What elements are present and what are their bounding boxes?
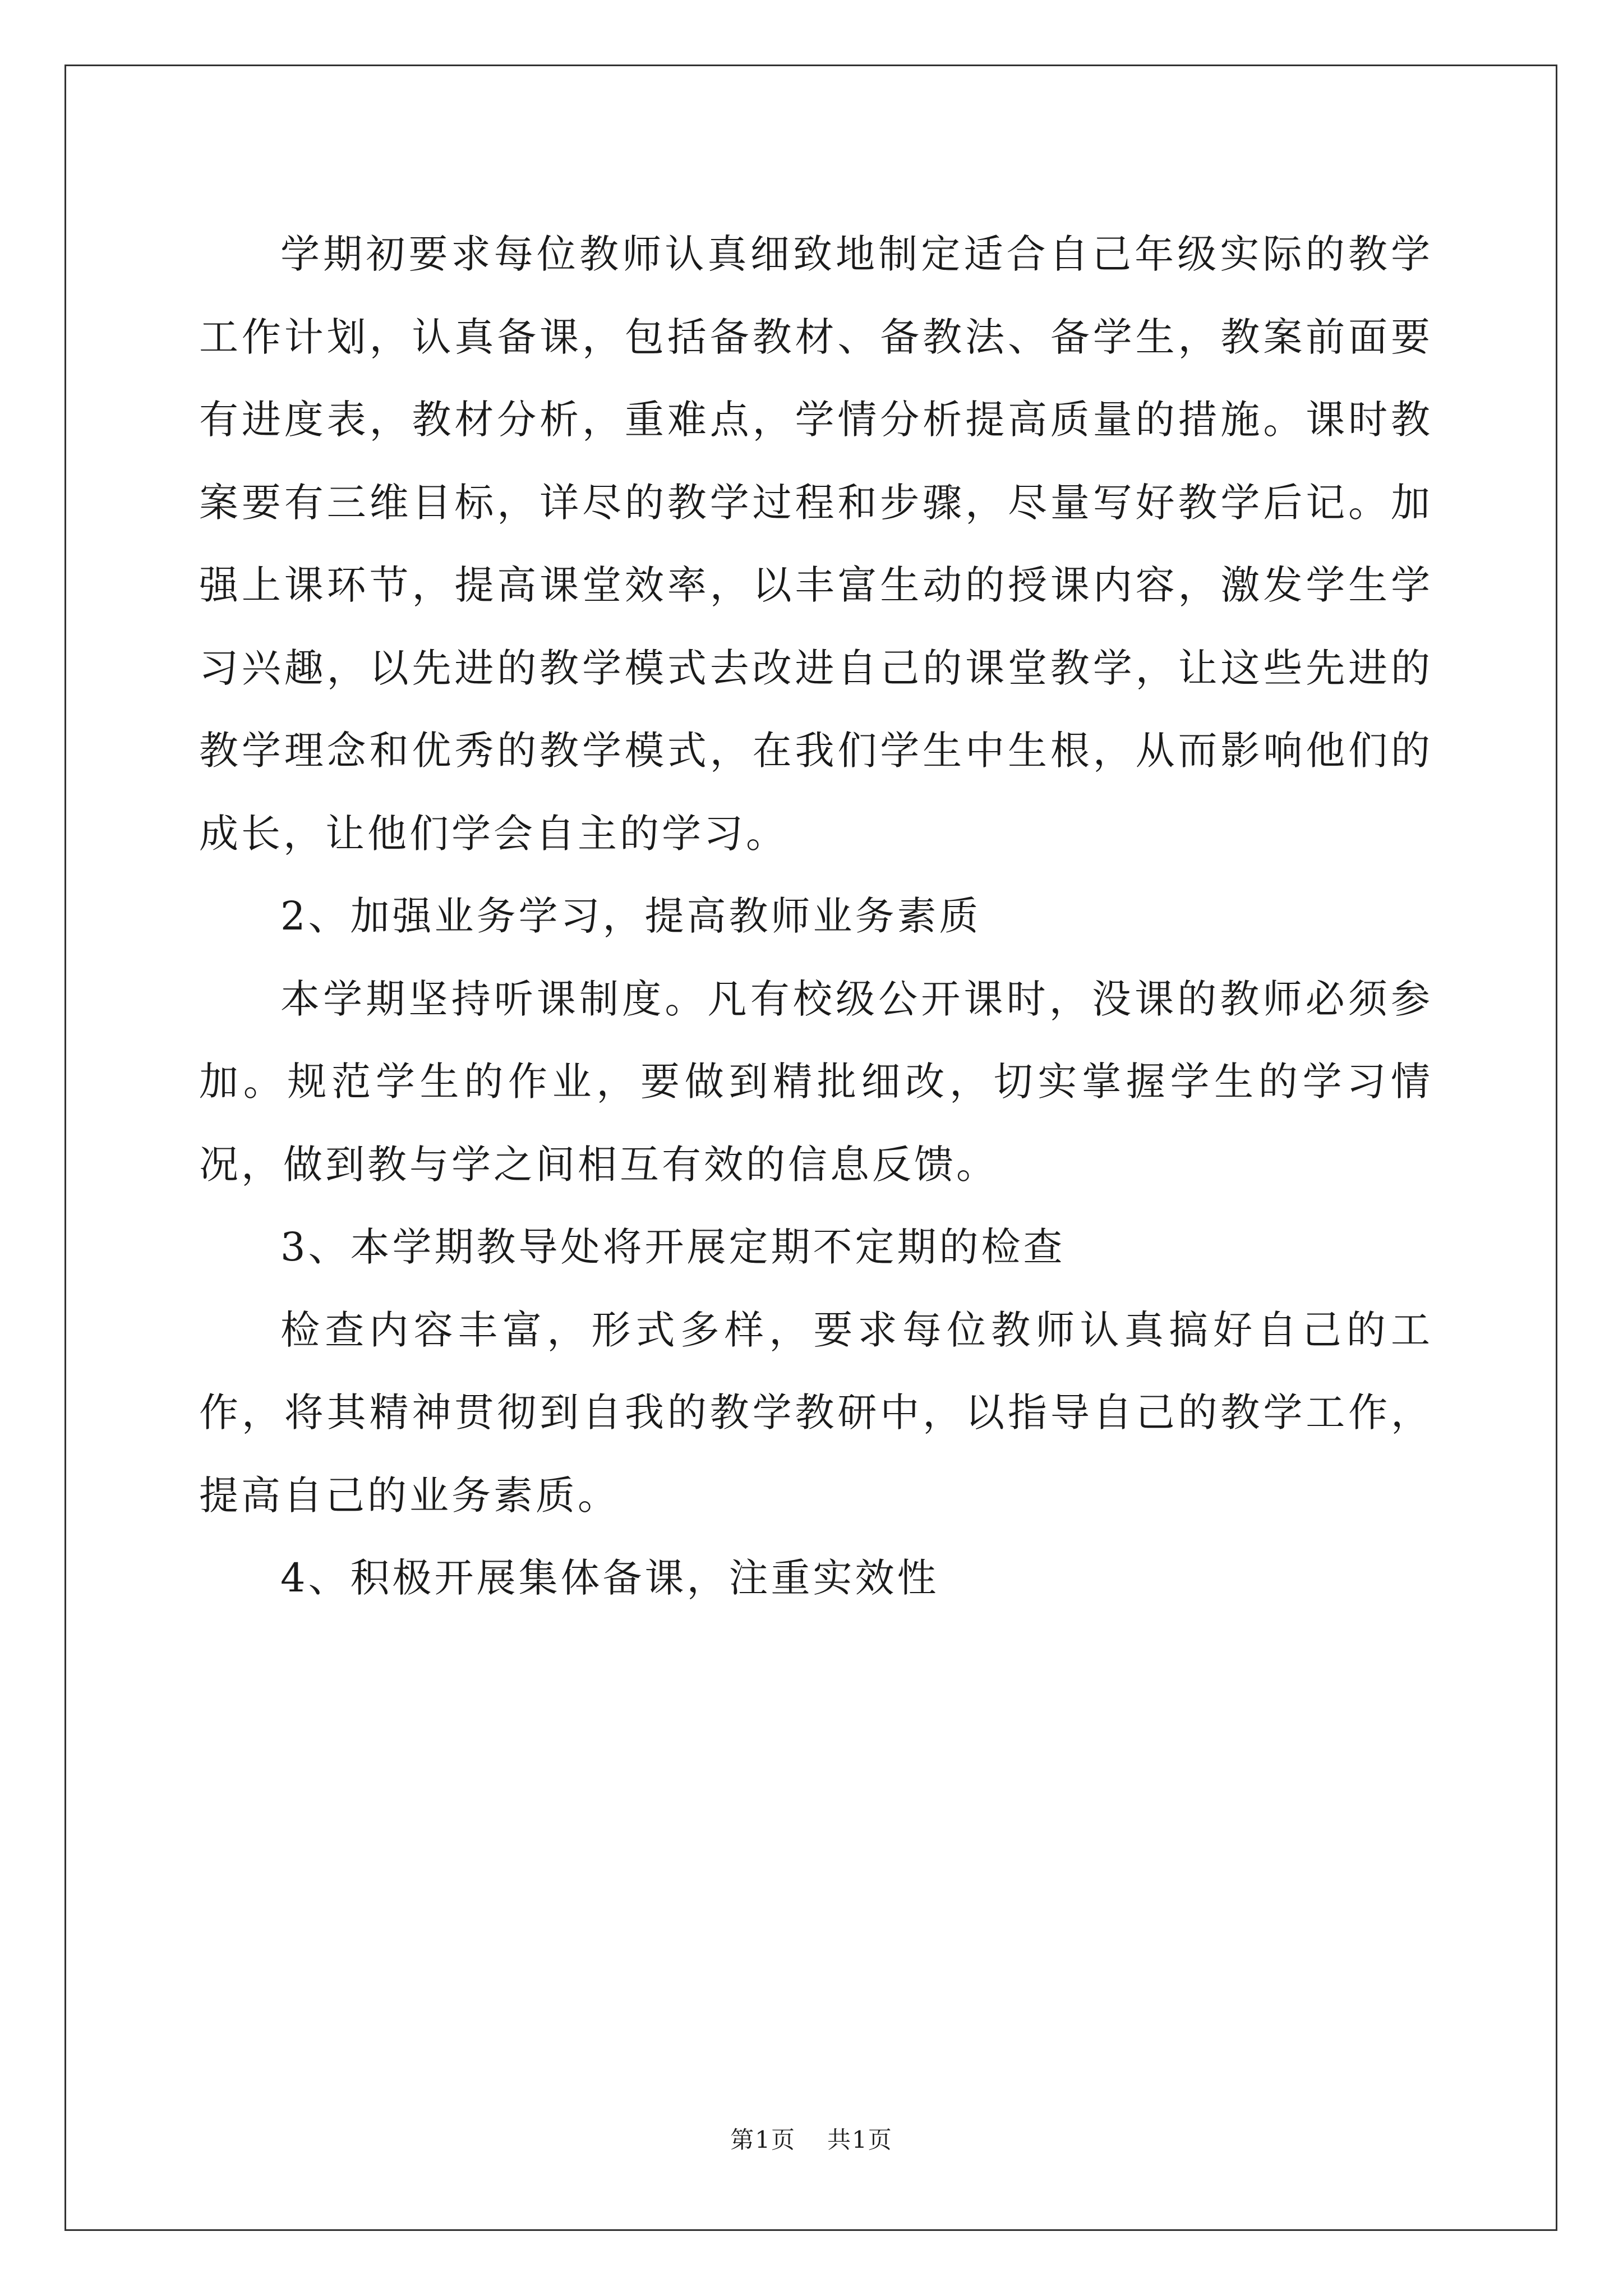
paragraph-lecture-system: 本学期坚持听课制度。凡有校级公开课时，没课的教师必须参加。规范学生的作业，要做到精批细改，切实掌握学生的学习情况，做到教与学之间相互有效的信息反馈。	[199, 976, 1433, 1188]
heading-business-study: 2、加强业务学习，提高教师业务素质	[280, 893, 981, 939]
page-footer	[0, 2122, 1623, 2155]
document-body	[199, 213, 1433, 1620]
heading-inspection: 3、本学期教导处将开展定期不定期的检查	[280, 1224, 1066, 1270]
page-number: 第1页	[730, 2126, 796, 2154]
paragraph-inspection-content: 检查内容丰富，形式多样，要求每位教师认真搞好自己的工作，将其精神贯彻到自我的教学教研中，以指导自己的教学工作，提高自己的业务素质。	[199, 1306, 1433, 1519]
page-total: 共1页	[827, 2126, 893, 2154]
heading-collective-lesson-prep: 4、积极开展集体备课，注重实效性	[280, 1555, 939, 1601]
paragraph-teaching-plan: 学期初要求每位教师认真细致地制定适合自己年级实际的教学工作计划，认真备课，包括备教材、备教法、备学生，教案前面要有进度表，教材分析，重难点，学情分析提高质量的措施。课时教案要有三维目标，详尽的教学过程和步骤，尽量写好教学后记。加强上课环节，提高课堂效率，以丰富生动的授课内容，激发学生学习兴趣，以先进的教学模式去改进自己的课堂教学，让这些先进的教学理念和优秀的教学模式，在我们学生中生根，从而影响他们的成长，让他们学会自主的学习。	[199, 231, 1433, 857]
